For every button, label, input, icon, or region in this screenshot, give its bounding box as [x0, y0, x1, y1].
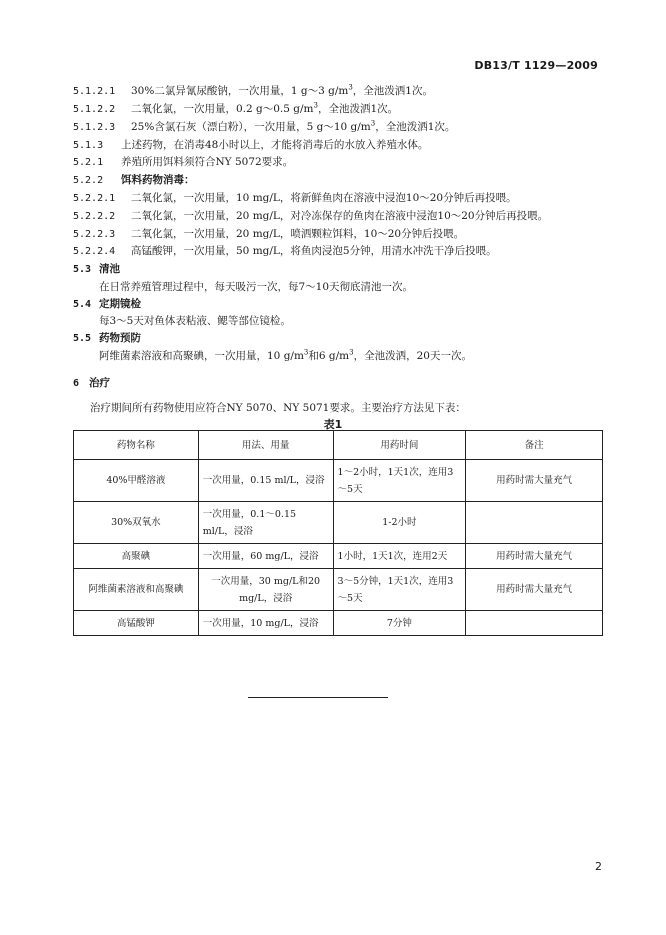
table-cell: 3～5分钟，1天1次，连用3～5天: [333, 569, 466, 611]
table-header-cell: 用药时间: [333, 431, 466, 460]
section-5-5-body: 阿维菌素溶液和高聚碘，一次用量，10 $g/m^3$和6 $g/m^3$，全池泼洒，20天一次。: [99, 348, 472, 362]
table-row: [74, 569, 603, 611]
table-header-cell: 用法、用量: [198, 431, 333, 460]
section-5-5-heading: 5.5 药物预防: [73, 332, 141, 344]
table-cell: 用药时需大量充气: [466, 569, 603, 611]
table-row: [74, 502, 603, 544]
table-cell: 30%双氧水: [74, 502, 199, 544]
table-cell: [466, 611, 603, 636]
clause-5-2-2: 5.2.2 饵料药物消毒：: [73, 174, 195, 186]
section-5-3-heading: 5.3 清池: [73, 263, 120, 275]
table-header-row: [74, 431, 603, 460]
table-cell: 1-2小时: [333, 502, 466, 544]
clause-5-2-2-2: 5.2.2.2 二氧化氯，一次用量，20 mg/L，对冷冻保存的鱼肉在溶液中浸泡10～20分钟后再投喂。: [73, 210, 549, 222]
table-row: [74, 460, 603, 502]
table-row: [74, 611, 603, 636]
section-6-heading: 6 治疗: [73, 377, 110, 389]
table-cell: 一次用量，60 mg/L，浸浴: [198, 544, 333, 569]
treatment-table: [73, 430, 603, 636]
table-cell: [466, 502, 603, 544]
clause-5-1-2-3: 5.1.2.3 25%含氯石灰（漂白粉），一次用量，5 g～10 $g/m^3$，全池泼洒1次。: [73, 119, 456, 133]
table-cell: 高聚碘: [74, 544, 199, 569]
clause-5-2-2-1: 5.2.2.1 二氧化氯，一次用量，10 mg/L，将新鲜鱼肉在溶液中浸泡10～20分钟后再投喂。: [73, 192, 517, 204]
end-rule: [248, 697, 388, 698]
document-code: DB13/T 1129—2009: [474, 59, 598, 72]
table-cell: 1小时，1天1次，连用2天: [333, 544, 466, 569]
table-cell: 高锰酸钾: [74, 611, 199, 636]
table-cell: 一次用量，10 mg/L，浸浴: [198, 611, 333, 636]
clause-5-1-2-1: 5.1.2.1 30%二氯异氰尿酸钠，一次用量，1 g～3 $g/m^3$，全池泼洒1次。: [73, 83, 433, 97]
table-cell: 40%甲醛溶液: [74, 460, 199, 502]
section-5-4-heading: 5.4 定期镜检: [73, 298, 141, 310]
table-cell: 用药时需大量充气: [466, 460, 603, 502]
clause-5-2-2-4: 5.2.2.4 高锰酸钾，一次用量，50 mg/L，将鱼肉浸泡5分钟，用清水冲洗干净后投喂。: [73, 245, 497, 257]
table-header-cell: 药物名称: [74, 431, 199, 460]
section-5-4-body: 每3～5天对鱼体表粘液、鳃等部位镜检。: [99, 315, 291, 327]
table-cell: 用药时需大量充气: [466, 544, 603, 569]
table-cell: 1～2小时，1天1次，连用3～5天: [333, 460, 466, 502]
clause-5-2-1: 5.2.1 养殖所用饵料须符合NY 5072要求。: [73, 156, 294, 168]
table-caption: 表1: [323, 418, 343, 431]
table-row: [74, 544, 603, 569]
table-header-cell: 备注: [466, 431, 603, 460]
table-cell: 7分钟: [333, 611, 466, 636]
clause-5-2-2-3: 5.2.2.3 二氧化氯，一次用量，20 mg/L，喷洒颗粒饵料，10～20分钟后投喂。: [73, 228, 465, 240]
clause-5-1-3: 5.1.3 上述药物，在消毒48小时以上，才能将消毒后的水放入养殖水体。: [73, 139, 429, 151]
table-cell: 一次用量，0.15 ml/L，浸浴: [198, 460, 333, 502]
clause-5-1-2-2: 5.1.2.2 二氧化氯，一次用量，0.2 g～0.5 $g/m^3$，全池泼洒1次。: [73, 101, 399, 115]
table-cell: 一次用量，30 mg/L和20 mg/L，浸浴: [198, 569, 333, 611]
table-cell: 阿维菌素溶液和高聚碘: [74, 569, 199, 611]
table-cell: 一次用量，0.1～0.15 ml/L，浸浴: [198, 502, 333, 544]
page-number: 2: [595, 860, 602, 873]
section-6-body: 治疗期间所有药物使用应符合NY 5070、NY 5071要求。主要治疗方法见下表：: [90, 402, 466, 414]
section-5-3-body: 在日常养殖管理过程中，每天吸污一次，每7～10天彻底清池一次。: [99, 281, 414, 293]
